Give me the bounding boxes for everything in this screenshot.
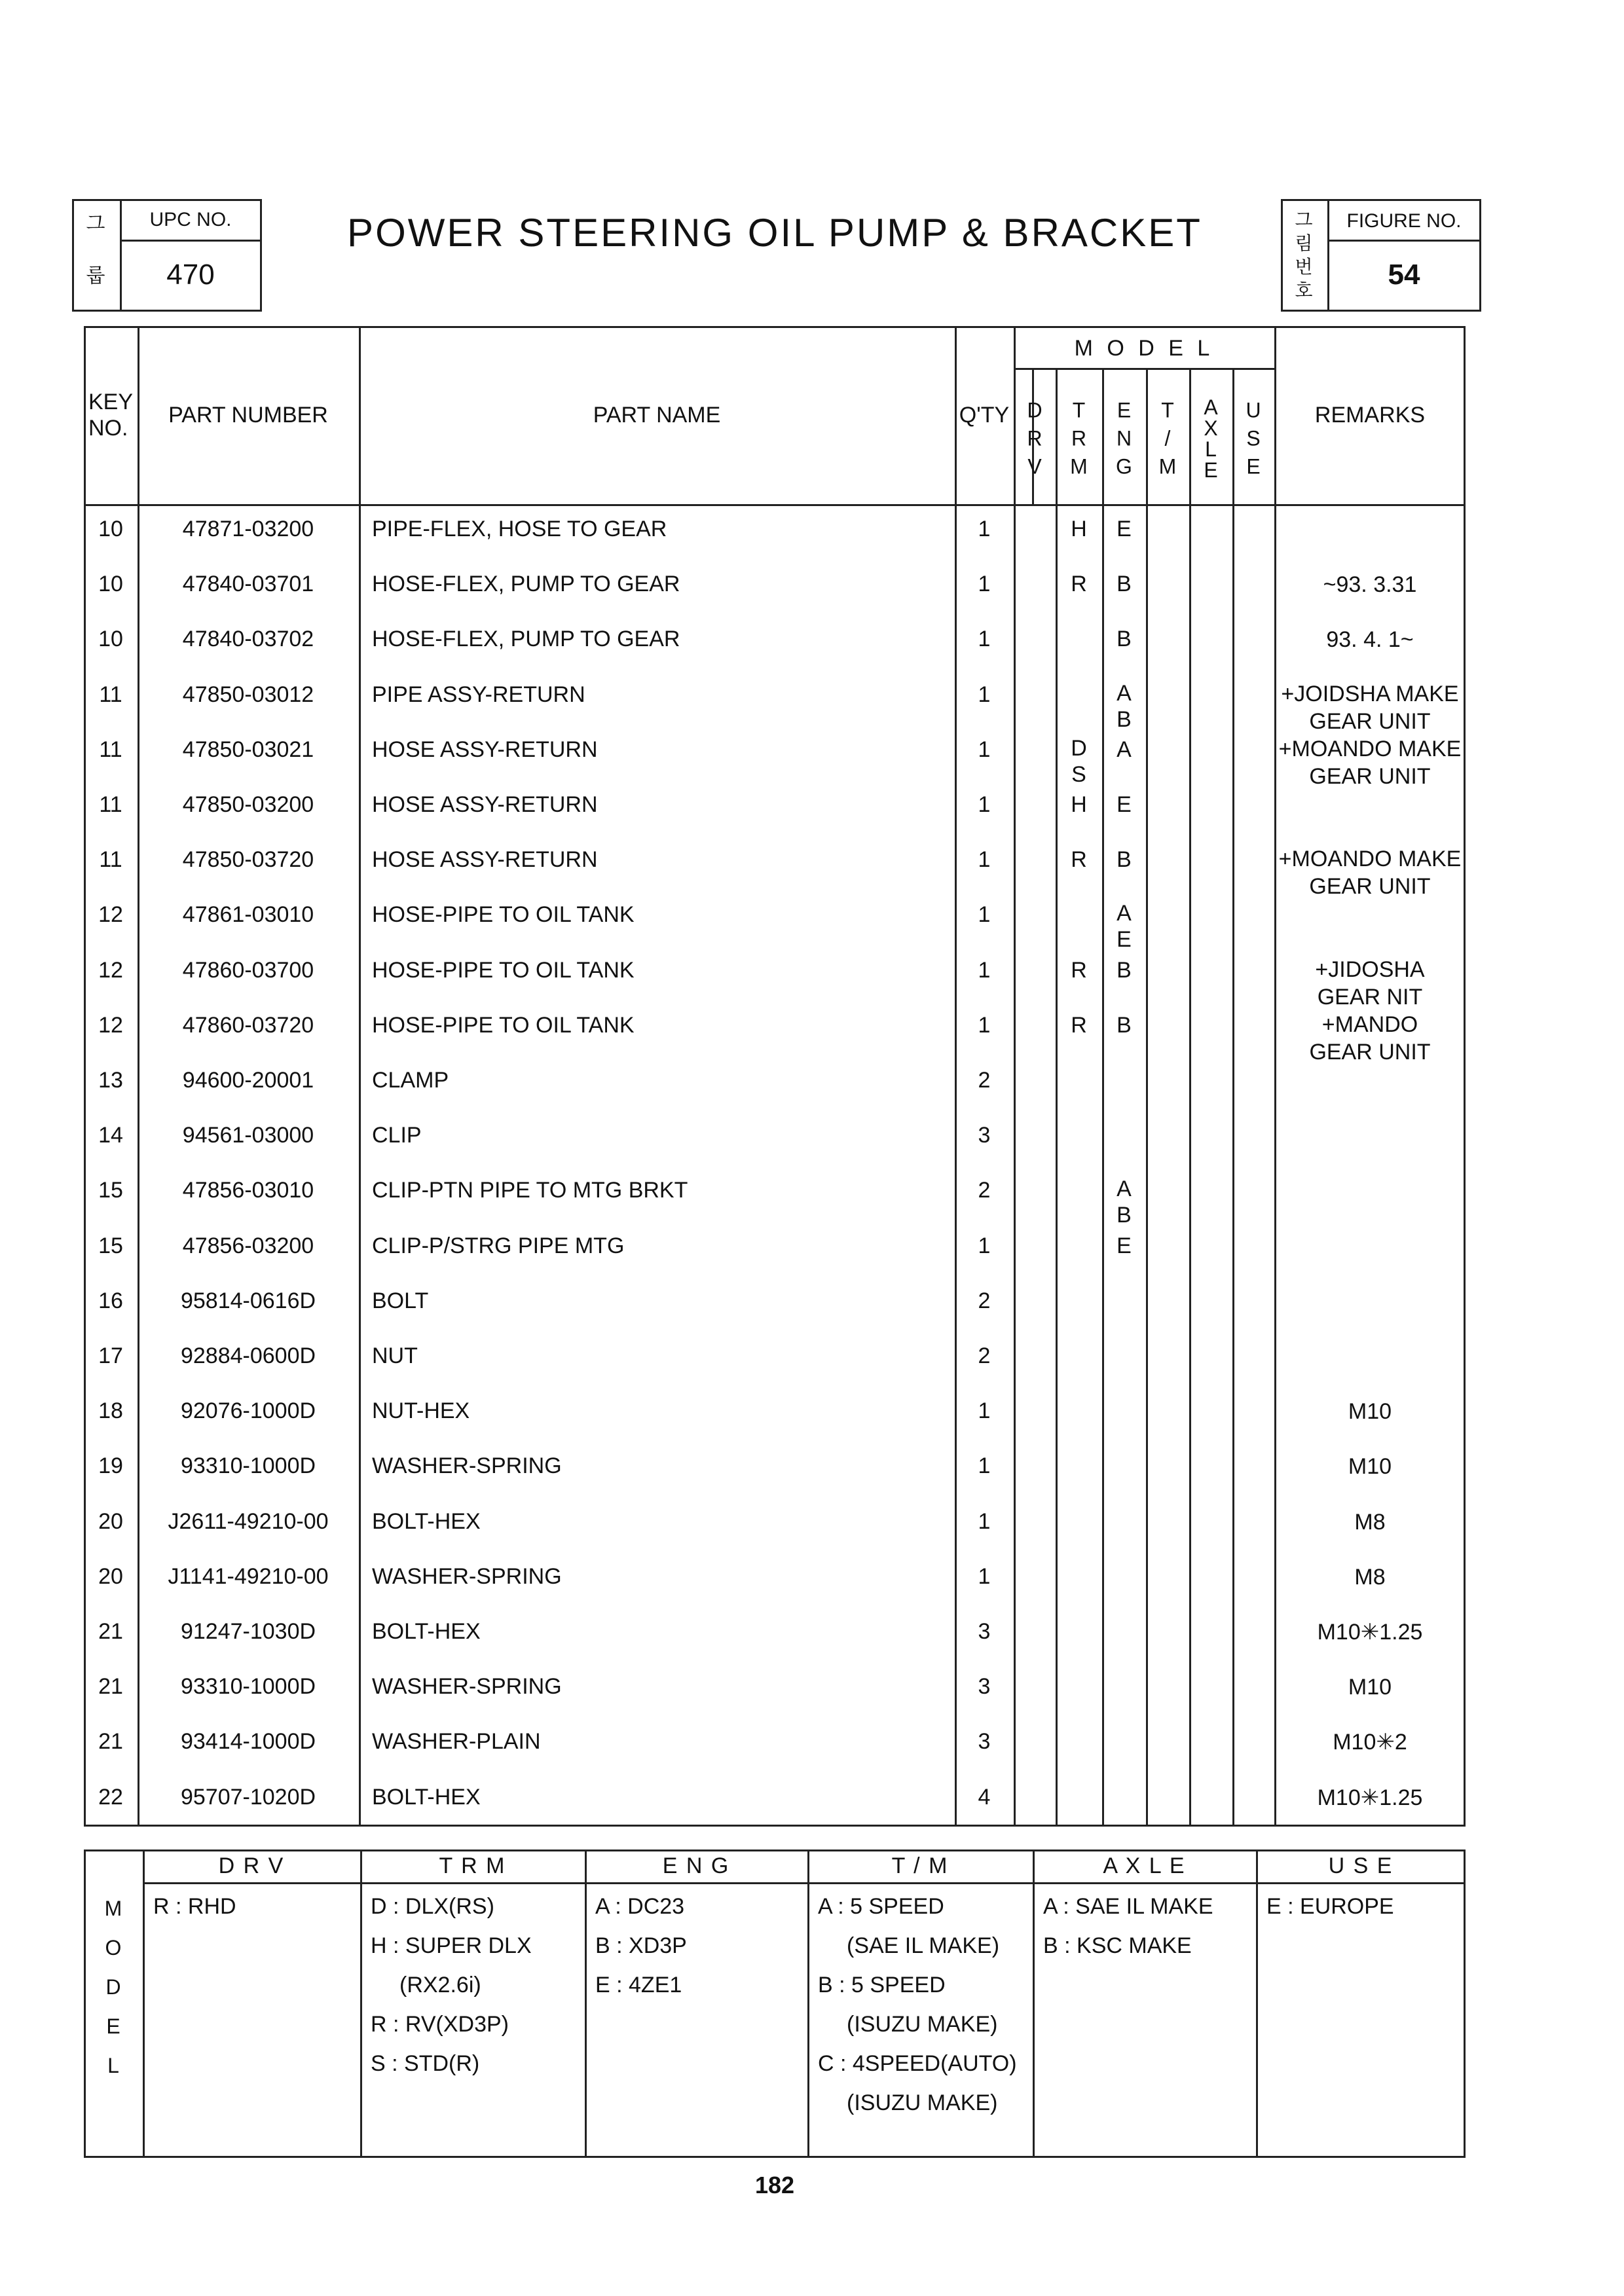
key-no: 15 xyxy=(98,1178,123,1203)
remark: ~93. 3.31 xyxy=(1323,572,1417,598)
remark: +MOANDO MAKE GEAR UNIT xyxy=(1278,736,1462,789)
header-tm: T / M xyxy=(1158,398,1177,479)
remark: M8 xyxy=(1354,1564,1386,1590)
legend-entry: R : RV(XD3P) xyxy=(371,2012,509,2037)
legend-header-bottom xyxy=(143,1882,1466,1884)
model-eng: B xyxy=(1116,1012,1132,1038)
key-no: 11 xyxy=(99,792,122,817)
model-trm: H xyxy=(1071,792,1087,817)
part-number: 47856-03200 xyxy=(182,1233,314,1258)
legend-header: D R V xyxy=(218,1853,285,1878)
legend-divider xyxy=(807,1850,809,2158)
part-number: 47871-03200 xyxy=(182,517,314,541)
part-name: CLIP-P/STRG PIPE MTG xyxy=(372,1233,625,1258)
part-name: PIPE-FLEX, HOSE TO GEAR xyxy=(372,517,667,541)
part-name: BOLT-HEX xyxy=(372,1508,481,1534)
part-number: 47840-03701 xyxy=(182,572,314,597)
key-no: 10 xyxy=(98,517,123,541)
qty: 2 xyxy=(978,1288,991,1313)
legend-entry: E : EUROPE xyxy=(1266,1894,1394,1919)
legend-side-label: M O D E L xyxy=(104,1897,122,2077)
qty: 1 xyxy=(978,1563,991,1589)
table-header-bottom xyxy=(84,504,1466,506)
legend-entry: B : KSC MAKE xyxy=(1043,1933,1192,1958)
key-no: 20 xyxy=(98,1563,123,1589)
legend-entry: (RX2.6i) xyxy=(399,1973,481,1997)
key-no: 10 xyxy=(98,572,123,597)
model-eng: A xyxy=(1116,737,1132,762)
qty: 1 xyxy=(978,1012,991,1038)
part-name: HOSE ASSY-RETURN xyxy=(372,737,598,762)
model-eng: B xyxy=(1116,572,1132,597)
figure-side-label: 그림번호 xyxy=(1295,210,1313,301)
upc-no-label: UPC NO. xyxy=(149,209,232,230)
header-part-number: PART NUMBER xyxy=(168,403,328,428)
qty: 4 xyxy=(978,1784,991,1810)
part-name: CLIP-PTN PIPE TO MTG BRKT xyxy=(372,1178,688,1203)
remark: M10 xyxy=(1348,1675,1392,1700)
legend-entry: A : SAE IL MAKE xyxy=(1043,1894,1213,1919)
page-title: POWER STEERING OIL PUMP & BRACKET xyxy=(347,211,1202,255)
legend-entry: A : DC23 xyxy=(595,1894,685,1919)
key-no: 16 xyxy=(98,1288,123,1313)
qty: 1 xyxy=(978,572,991,597)
model-trm: D S xyxy=(1071,735,1087,787)
legend-border xyxy=(84,1850,1466,2158)
remark: M10 xyxy=(1348,1454,1392,1480)
qty: 1 xyxy=(978,1453,991,1479)
remark: +JOIDSHA MAKE GEAR UNIT xyxy=(1281,681,1459,734)
col-divider xyxy=(1102,368,1104,1827)
col-divider xyxy=(1274,326,1276,1827)
key-no: 10 xyxy=(98,627,123,652)
key-no: 15 xyxy=(98,1233,123,1258)
key-no: 18 xyxy=(98,1398,123,1424)
legend-divider xyxy=(1033,1850,1035,2158)
part-name: BOLT xyxy=(372,1288,429,1313)
qty: 1 xyxy=(978,737,991,762)
page-number: 182 xyxy=(754,2172,795,2198)
part-number: 91247-1030D xyxy=(180,1619,316,1644)
col-divider xyxy=(1189,368,1191,1827)
model-eng: B xyxy=(1116,627,1132,652)
key-no: 14 xyxy=(98,1123,123,1148)
qty: 1 xyxy=(978,1398,991,1424)
part-name: HOSE-PIPE TO OIL TANK xyxy=(372,902,635,928)
part-number: 47850-03021 xyxy=(182,737,314,762)
qty: 3 xyxy=(978,1674,991,1700)
legend-entry: B : 5 SPEED xyxy=(818,1973,946,1997)
qty: 1 xyxy=(978,517,991,541)
part-number: 92884-0600D xyxy=(180,1343,316,1368)
qty: 3 xyxy=(978,1123,991,1148)
legend-entry: (SAE IL MAKE) xyxy=(847,1933,1000,1958)
model-eng: E xyxy=(1116,517,1132,541)
part-number: 47861-03010 xyxy=(182,902,314,928)
header-axle: A X L E xyxy=(1204,395,1218,482)
legend-divider xyxy=(585,1850,587,2158)
qty: 1 xyxy=(978,957,991,983)
remark: +MOANDO MAKE GEAR UNIT xyxy=(1278,847,1462,900)
legend-divider xyxy=(1256,1850,1258,2158)
qty: 1 xyxy=(978,902,991,928)
part-name: WASHER-SPRING xyxy=(372,1563,562,1589)
qty: 1 xyxy=(978,1233,991,1258)
part-number: 47850-03012 xyxy=(182,682,314,707)
col-divider xyxy=(359,326,361,1827)
legend-divider xyxy=(143,1850,145,2158)
part-number: 47850-03720 xyxy=(182,847,314,873)
key-no: 11 xyxy=(99,682,122,707)
part-number: 47840-03702 xyxy=(182,627,314,652)
qty: 1 xyxy=(978,627,991,652)
model-eng: E xyxy=(1116,792,1132,817)
part-number: 47860-03700 xyxy=(182,957,314,983)
legend-header: E N G xyxy=(662,1853,730,1878)
remark: M10✳2 xyxy=(1333,1730,1407,1755)
model-trm: R xyxy=(1071,957,1087,983)
model-eng: A E xyxy=(1116,901,1132,953)
header-drv: D R V xyxy=(1027,398,1043,479)
model-eng: B xyxy=(1116,957,1132,983)
model-eng: A B xyxy=(1116,1176,1132,1228)
col-divider xyxy=(1056,368,1058,1827)
key-no: 11 xyxy=(99,847,122,873)
part-number: 95707-1020D xyxy=(180,1784,316,1810)
part-number: 93310-1000D xyxy=(180,1453,316,1479)
legend-divider xyxy=(360,1850,362,2158)
key-no: 21 xyxy=(98,1674,123,1700)
remark: +JIDOSHA GEAR NIT +MANDO GEAR UNIT xyxy=(1309,957,1431,1065)
part-name: HOSE-FLEX, PUMP TO GEAR xyxy=(372,572,680,597)
legend-entry: H : SUPER DLX xyxy=(371,1933,532,1958)
key-no: 12 xyxy=(98,1012,123,1038)
legend-header: A X L E xyxy=(1103,1853,1186,1878)
key-no: 13 xyxy=(98,1068,123,1093)
header-key-no: KEY NO. xyxy=(88,390,134,441)
col-divider xyxy=(1146,368,1148,1827)
model-eng: B xyxy=(1116,847,1132,873)
legend-entry: (ISUZU MAKE) xyxy=(847,2090,998,2115)
qty: 2 xyxy=(978,1343,991,1368)
col-divider xyxy=(1014,326,1016,1827)
legend-entry: C : 4SPEED(AUTO) xyxy=(818,2051,1017,2076)
model-trm: R xyxy=(1071,572,1087,597)
qty: 3 xyxy=(978,1619,991,1644)
part-number: 47850-03200 xyxy=(182,792,314,817)
legend-entry: E : 4ZE1 xyxy=(595,1973,682,1997)
key-no: 17 xyxy=(98,1343,123,1368)
part-name: HOSE-PIPE TO OIL TANK xyxy=(372,1012,635,1038)
part-number: 47856-03010 xyxy=(182,1178,314,1203)
qty: 3 xyxy=(978,1729,991,1755)
qty: 1 xyxy=(978,682,991,707)
legend-header: T R M xyxy=(439,1853,506,1878)
part-number: 93414-1000D xyxy=(180,1729,316,1755)
model-trm: R xyxy=(1071,1012,1087,1038)
key-no: 12 xyxy=(98,902,123,928)
header-remarks: REMARKS xyxy=(1314,403,1426,428)
part-name: HOSE-PIPE TO OIL TANK xyxy=(372,957,635,983)
model-header-divider xyxy=(1014,368,1274,370)
key-no: 21 xyxy=(98,1729,123,1755)
part-name: WASHER-SPRING xyxy=(372,1453,562,1479)
part-number: J2611-49210-00 xyxy=(168,1508,329,1534)
col-divider xyxy=(138,326,139,1827)
part-name: CLAMP xyxy=(372,1068,449,1093)
part-number: J1141-49210-00 xyxy=(168,1563,329,1589)
part-number: 94561-03000 xyxy=(182,1123,314,1148)
figure-no: 54 xyxy=(1388,259,1420,291)
figure-no-label: FIGURE NO. xyxy=(1346,210,1462,232)
part-number: 47860-03720 xyxy=(182,1012,314,1038)
header-trm: T R M xyxy=(1070,398,1088,479)
upc-no: 470 xyxy=(166,259,215,291)
part-name: NUT-HEX xyxy=(372,1398,470,1424)
model-trm: H xyxy=(1071,517,1087,541)
col-divider xyxy=(955,326,957,1827)
remark: M8 xyxy=(1354,1509,1386,1535)
key-no: 21 xyxy=(98,1619,123,1644)
part-name: PIPE ASSY-RETURN xyxy=(372,682,585,707)
header-eng: E N G xyxy=(1116,398,1132,479)
remark: M10✳1.25 xyxy=(1317,1620,1423,1645)
part-name: BOLT-HEX xyxy=(372,1784,481,1810)
col-divider xyxy=(1232,368,1234,1827)
remark: M10 xyxy=(1348,1399,1392,1425)
header-use: U S E xyxy=(1246,398,1261,479)
legend-entry: A : 5 SPEED xyxy=(818,1894,944,1919)
part-name: CLIP xyxy=(372,1123,422,1148)
group-label: 그 룹 xyxy=(86,213,105,287)
qty: 1 xyxy=(978,847,991,873)
model-eng: E xyxy=(1116,1233,1132,1258)
part-name: HOSE ASSY-RETURN xyxy=(372,792,598,817)
part-name: WASHER-PLAIN xyxy=(372,1729,541,1755)
remark: M10✳1.25 xyxy=(1317,1785,1423,1810)
key-no: 11 xyxy=(99,737,122,762)
part-number: 95814-0616D xyxy=(180,1288,316,1313)
part-number: 93310-1000D xyxy=(180,1674,316,1700)
header-model: M O D E L xyxy=(1074,336,1214,361)
legend-entry: R : RHD xyxy=(153,1894,236,1919)
part-number: 92076-1000D xyxy=(180,1398,316,1424)
part-name: NUT xyxy=(372,1343,418,1368)
remark: 93. 4. 1~ xyxy=(1326,627,1414,653)
qty: 2 xyxy=(978,1068,991,1093)
part-number: 94600-20001 xyxy=(182,1068,314,1093)
key-no: 12 xyxy=(98,957,123,983)
model-trm: R xyxy=(1071,847,1087,873)
key-no: 20 xyxy=(98,1508,123,1534)
key-no: 19 xyxy=(98,1453,123,1479)
header-part-name: PART NAME xyxy=(593,403,721,428)
model-eng: A B xyxy=(1116,680,1132,732)
part-name: HOSE ASSY-RETURN xyxy=(372,847,598,873)
qty: 1 xyxy=(978,792,991,817)
part-name: HOSE-FLEX, PUMP TO GEAR xyxy=(372,627,680,652)
legend-entry: B : XD3P xyxy=(595,1933,687,1958)
part-name: WASHER-SPRING xyxy=(372,1674,562,1700)
qty: 2 xyxy=(978,1178,991,1203)
part-name: BOLT-HEX xyxy=(372,1619,481,1644)
key-no: 22 xyxy=(98,1784,123,1810)
legend-header: T / M xyxy=(891,1853,949,1878)
legend-entry: D : DLX(RS) xyxy=(371,1894,494,1919)
legend-entry: S : STD(R) xyxy=(371,2051,480,2076)
header-qty: Q'TY xyxy=(959,403,1010,428)
legend-entry: (ISUZU MAKE) xyxy=(847,2012,998,2037)
qty: 1 xyxy=(978,1508,991,1534)
legend-header: U S E xyxy=(1328,1853,1393,1878)
